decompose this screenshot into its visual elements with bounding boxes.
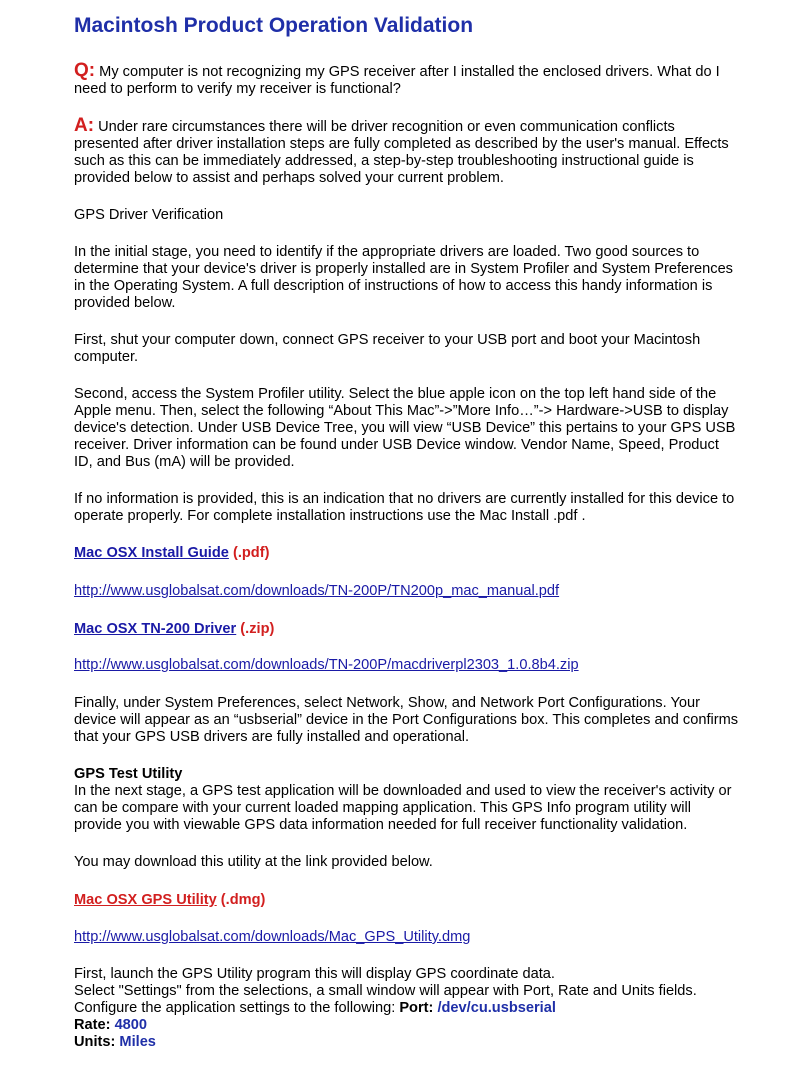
driver-download-link[interactable]: Mac OSX TN-200 Driver [74, 621, 237, 637]
gps-utility-ext: (.dmg) [220, 892, 266, 908]
configure-text: Configure the application settings to the following: [74, 1000, 396, 1016]
gps-utility-url[interactable]: http://www.usglobalsat.com/downloads/Mac_GPS_Utility.dmg [74, 929, 471, 945]
install-guide-url[interactable]: http://www.usglobalsat.com/downloads/TN-200P/TN200p_mac_manual.pdf [74, 583, 560, 599]
no-info-paragraph: If no information is provided, this is an indication that no drivers are currently installed for this device to operate properly. For complete installation instructions use the Mac Install .pdf . [74, 491, 735, 524]
install-guide-link[interactable]: Mac OSX Install Guide [74, 545, 229, 561]
units-value: Miles [119, 1034, 156, 1050]
driver-download-ext: (.zip) [240, 621, 275, 637]
gps-utility-url-line [74, 929, 740, 946]
question-paragraph [74, 62, 740, 98]
units-line [74, 1034, 740, 1051]
test-utility-heading: GPS Test Utility [74, 766, 183, 782]
driver-verification-heading: GPS Driver Verification [74, 207, 224, 223]
launch-line: First, launch the GPS Utility program this will display GPS coordinate data. [74, 966, 555, 982]
driver-download-url[interactable]: http://www.usglobalsat.com/downloads/TN-200P/macdriverpl2303_1.0.8b4.zip [74, 657, 579, 673]
gps-utility-line [74, 892, 740, 909]
configure-line [74, 1000, 740, 1017]
download-note: You may download this utility at the link provided below. [74, 854, 433, 870]
question-label: Q: [74, 60, 96, 81]
driver-download-line [74, 621, 740, 638]
rate-value: 4800 [114, 1017, 148, 1033]
shutdown-paragraph: First, shut your computer down, connect GPS receiver to your USB port and boot your Macintosh computer. [74, 332, 701, 365]
driver-url-line [74, 657, 740, 674]
answer-label: A: [74, 115, 95, 136]
driver-intro-paragraph: In the initial stage, you need to identify if the appropriate drivers are loaded. Two good sources to determine that your device's driver is properly installed are in System Profiler and System Preferences in the Operating System. A full description of instructions of how to access this handy information is provided below. [74, 244, 733, 311]
install-guide-url-line [74, 583, 740, 600]
rate-line [74, 1017, 740, 1034]
question-text: My computer is not recognizing my GPS receiver after I installed the enclosed drivers. What do I need to perform to verify my receiver is functional? [74, 64, 720, 97]
port-label: Port: [399, 1000, 434, 1016]
units-label: Units: [74, 1034, 116, 1050]
install-guide-line [74, 545, 740, 562]
test-utility-paragraph: In the next stage, a GPS test application will be downloaded and used to view the receiver's activity or can be compare with your current loaded mapping application. This GPS Info program utility will provide you with viewable GPS data information needed for full receiver functionality validation. [74, 783, 732, 833]
gps-utility-link[interactable]: Mac OSX GPS Utility [74, 892, 217, 908]
install-guide-ext: (.pdf) [232, 545, 270, 561]
port-value: /dev/cu.usbserial [437, 1000, 556, 1016]
network-paragraph: Finally, under System Preferences, select Network, Show, and Network Port Configurations. Your device will appear as an “usbserial” device in the Port Configurations box. This completes and confirms that your GPS USB drivers are fully installed and operational. [74, 695, 739, 745]
answer-paragraph [74, 117, 740, 187]
system-profiler-paragraph: Second, access the System Profiler utility. Select the blue apple icon on the top left hand side of the Apple menu. Then, select the following “About This Mac”->”More Info…”-> Hardware->USB to display device's detection. Under USB Device Tree, you will view “USB Device” this pertains to your GPS USB receiver. Driver information can be found under USB Device window. Vendor Name, Speed, Product ID, and Bus (mA) will be provided. [74, 386, 736, 470]
rate-label: Rate: [74, 1017, 111, 1033]
settings-line: Select "Settings" from the selections, a small window will appear with Port, Rate and Units fields. [74, 983, 697, 999]
page-title: Macintosh Product Operation Validation [74, 14, 474, 37]
answer-text: Under rare circumstances there will be driver recognition or even communication conflicts presented after driver installation steps are fully completed as described by the user's manual. Effects such as this can be immediately addressed, a step-by-step troubleshooting instructional guide is provided below to assist and perhaps solved your current problem. [74, 119, 729, 186]
